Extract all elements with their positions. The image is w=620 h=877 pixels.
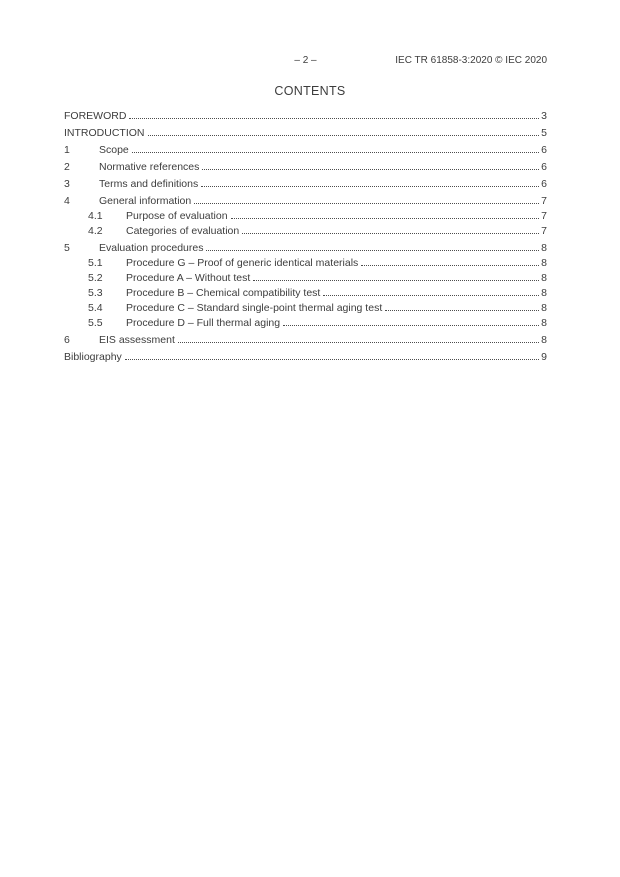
header-page-number: – 2 – — [294, 55, 317, 66]
toc-entry — [64, 160, 547, 175]
entry-title: Procedure C – Standard single-point thermal aging test — [126, 302, 383, 314]
entry-title: Categories of evaluation — [126, 225, 240, 237]
dot-leader — [148, 135, 540, 136]
dot-leader — [242, 233, 539, 234]
dot-leader — [206, 250, 539, 251]
toc-list — [64, 107, 547, 365]
toc-entry — [64, 126, 547, 141]
toc-entry — [64, 256, 547, 271]
entry-page-number: 8 — [541, 317, 547, 329]
clause-number: 5.3 — [88, 287, 103, 299]
clause-number: 3 — [64, 178, 70, 190]
clause-number: 6 — [64, 334, 70, 346]
toc-entry — [64, 316, 547, 331]
entry-title: INTRODUCTION — [64, 127, 145, 139]
toc-entry — [64, 271, 547, 286]
document-designation: IEC TR 61858-3:2020 © IEC 2020 — [395, 55, 547, 66]
entry-page-number: 8 — [541, 272, 547, 284]
toc-entry — [64, 241, 547, 256]
clause-number: 5.2 — [88, 272, 103, 284]
running-header — [64, 55, 547, 68]
toc-entry — [64, 143, 547, 158]
entry-title: Procedure D – Full thermal aging — [126, 317, 281, 329]
entry-title: EIS assessment — [99, 334, 175, 346]
clause-number: 5.4 — [88, 302, 103, 314]
clause-number: 4.1 — [88, 210, 103, 222]
entry-title: Procedure B – Chemical compatibility test — [126, 287, 321, 299]
clause-number: 4.2 — [88, 225, 103, 237]
clause-number: 5.5 — [88, 317, 103, 329]
entry-title: Normative references — [99, 161, 200, 173]
dot-leader — [385, 310, 539, 311]
dot-leader — [283, 325, 539, 326]
entry-title: Bibliography — [64, 351, 122, 363]
toc-entry — [64, 109, 547, 124]
clause-number: 2 — [64, 161, 70, 173]
entry-page-number: 8 — [541, 302, 547, 314]
entry-title: General information — [99, 195, 192, 207]
toc-entry — [64, 224, 547, 239]
dot-leader — [132, 152, 539, 153]
entry-title: FOREWORD — [64, 110, 127, 122]
dot-leader — [201, 186, 539, 187]
entry-title: Terms and definitions — [99, 178, 199, 190]
dot-leader — [178, 342, 539, 343]
toc-entry — [64, 194, 547, 209]
dot-leader — [361, 265, 539, 266]
entry-page-number: 9 — [541, 351, 547, 363]
clause-number: 4 — [64, 195, 70, 207]
entry-title: Evaluation procedures — [99, 242, 204, 254]
entry-page-number: 3 — [541, 110, 547, 122]
toc-entry — [64, 209, 547, 224]
dot-leader — [194, 203, 539, 204]
dot-leader — [202, 169, 539, 170]
entry-title: Purpose of evaluation — [126, 210, 228, 222]
toc-entry — [64, 350, 547, 365]
clause-number: 1 — [64, 144, 70, 156]
dot-leader — [231, 218, 540, 219]
entry-page-number: 7 — [541, 225, 547, 237]
entry-page-number: 7 — [541, 195, 547, 207]
dot-leader — [323, 295, 539, 296]
toc-entry — [64, 301, 547, 316]
clause-number: 5 — [64, 242, 70, 254]
entry-title: Procedure A – Without test — [126, 272, 251, 284]
entry-title: Procedure G – Proof of generic identical materials — [126, 257, 359, 269]
entry-page-number: 5 — [541, 127, 547, 139]
entry-page-number: 6 — [541, 144, 547, 156]
entry-page-number: 8 — [541, 257, 547, 269]
entry-page-number: 8 — [541, 287, 547, 299]
entry-page-number: 8 — [541, 242, 547, 254]
entry-page-number: 8 — [541, 334, 547, 346]
entry-title: Scope — [99, 144, 129, 156]
dot-leader — [129, 118, 539, 119]
toc-entry — [64, 333, 547, 348]
dot-leader — [253, 280, 539, 281]
entry-page-number: 6 — [541, 178, 547, 190]
contents-heading: CONTENTS — [274, 84, 346, 98]
clause-number: 5.1 — [88, 257, 103, 269]
toc-entry — [64, 177, 547, 192]
dot-leader — [125, 359, 539, 360]
entry-page-number: 7 — [541, 210, 547, 222]
toc-entry — [64, 286, 547, 301]
entry-page-number: 6 — [541, 161, 547, 173]
